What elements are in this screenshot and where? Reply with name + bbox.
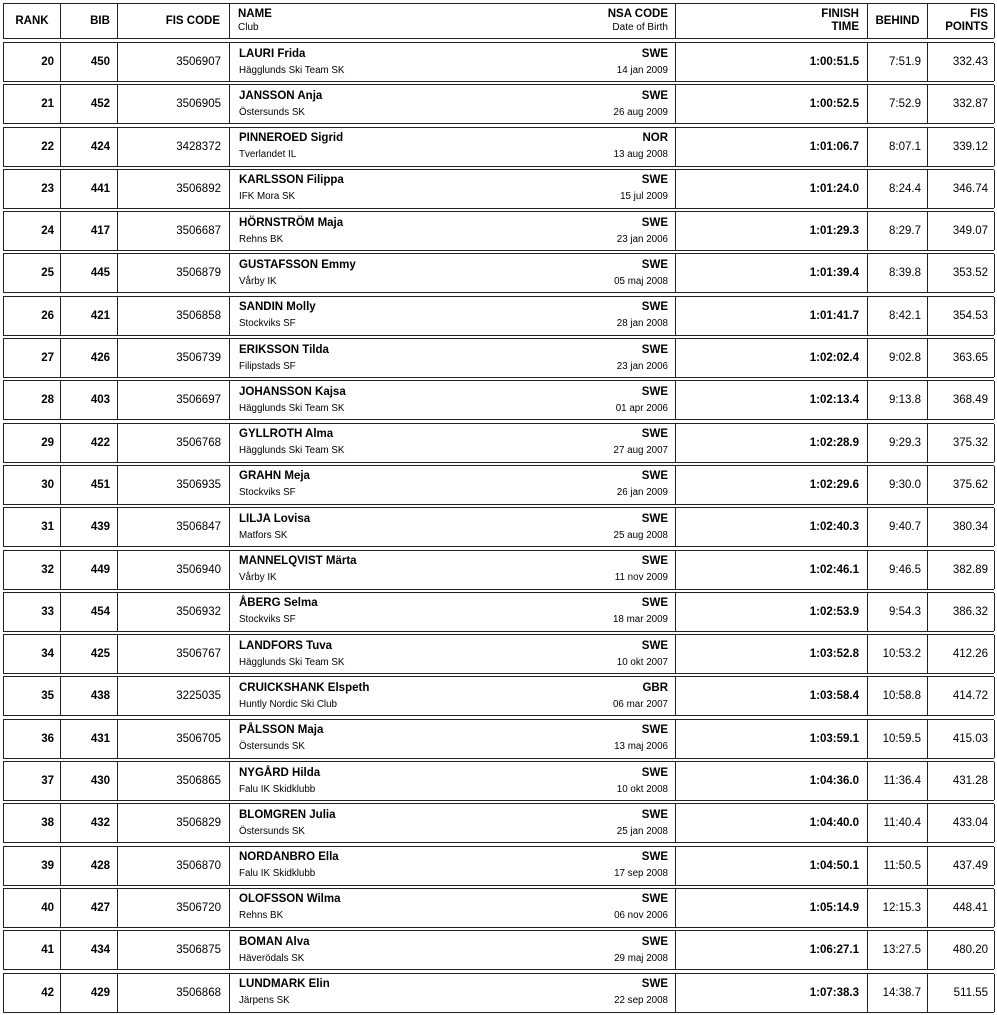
behind-cell: 11:36.4: [868, 762, 928, 800]
name-cell: [230, 128, 676, 166]
name-cell: [230, 339, 676, 377]
fis-code-cell: 3506905: [118, 85, 230, 123]
table-row: [3, 465, 994, 505]
date-of-birth: 26 jan 2009: [616, 487, 668, 499]
nsa-code: SWE: [641, 512, 668, 525]
finish-time-cell: 1:03:58.4: [676, 677, 868, 715]
fis-points-cell: 354.53: [928, 297, 995, 335]
rank-cell: 42: [4, 974, 61, 1012]
header-fis-code-label: FIS CODE: [165, 14, 220, 27]
fis-code-cell: 3506767: [118, 635, 230, 673]
name-cell: [230, 424, 676, 462]
date-of-birth: 26 aug 2009: [613, 106, 668, 118]
behind-cell: 9:29.3: [868, 424, 928, 462]
behind-cell: 11:50.5: [868, 847, 928, 885]
fis-code-cell: 3506697: [118, 381, 230, 419]
club-name: Huntly Nordic Ski Club: [239, 698, 338, 710]
rank-cell: 23: [4, 170, 61, 208]
club-name: Hägglunds Ski Team SK: [239, 402, 345, 414]
club-name: Falu IK Skidklubb: [239, 868, 316, 880]
header-finish-label: FINISH: [821, 8, 859, 20]
table-row: [3, 211, 994, 251]
fis-code-cell: 3506829: [118, 804, 230, 842]
header-name-label: NAME: [238, 8, 272, 20]
name-cell: [230, 212, 676, 250]
date-of-birth: 23 jan 2006: [616, 233, 668, 245]
date-of-birth: 25 aug 2008: [613, 529, 668, 541]
fis-points-cell: 412.26: [928, 635, 995, 673]
rank-cell: 26: [4, 297, 61, 335]
nsa-code: SWE: [641, 639, 668, 652]
table-row: [3, 380, 994, 420]
nsa-code: SWE: [641, 597, 668, 610]
name-cell: [230, 635, 676, 673]
table-row: [3, 42, 994, 82]
bib-cell: 427: [61, 889, 118, 927]
table-row: [3, 550, 994, 590]
club-name: Häverödals SK: [239, 952, 305, 964]
fis-points-cell: 346.74: [928, 170, 995, 208]
finish-time-cell: 1:02:28.9: [676, 424, 868, 462]
table-row: [3, 127, 994, 167]
fis-code-cell: 3506847: [118, 508, 230, 546]
date-of-birth: 05 maj 2008: [614, 275, 668, 287]
rank-cell: 37: [4, 762, 61, 800]
athlete-name: LILJA Lovisa: [239, 512, 311, 525]
bib-cell: 445: [61, 254, 118, 292]
table-row: [3, 592, 994, 632]
finish-time-cell: 1:05:14.9: [676, 889, 868, 927]
club-name: Stockviks SF: [239, 487, 296, 499]
fis-code-cell: 3506940: [118, 551, 230, 589]
header-time-label: TIME: [831, 21, 859, 33]
athlete-name: BOMAN Alva: [239, 935, 310, 948]
nsa-code: SWE: [641, 428, 668, 441]
fis-code-cell: 3506705: [118, 720, 230, 758]
table-row: [3, 676, 994, 716]
behind-cell: 11:40.4: [868, 804, 928, 842]
date-of-birth: 17 sep 2008: [614, 868, 668, 880]
behind-cell: 13:27.5: [868, 931, 928, 969]
behind-cell: 10:58.8: [868, 677, 928, 715]
behind-cell: 10:59.5: [868, 720, 928, 758]
rank-cell: 22: [4, 128, 61, 166]
fis-points-cell: 386.32: [928, 593, 995, 631]
finish-time-cell: 1:02:40.3: [676, 508, 868, 546]
fis-points-cell: 382.89: [928, 551, 995, 589]
table-body: [3, 42, 994, 1013]
athlete-name: CRUICKSHANK Elspeth: [239, 681, 370, 694]
header-nsa-code-label: NSA CODE: [607, 8, 668, 20]
nsa-code: SWE: [641, 385, 668, 398]
name-cell: [230, 677, 676, 715]
finish-time-cell: 1:01:29.3: [676, 212, 868, 250]
name-cell: [230, 847, 676, 885]
rank-cell: 27: [4, 339, 61, 377]
date-of-birth: 18 mar 2009: [612, 614, 668, 626]
rank-cell: 35: [4, 677, 61, 715]
fis-points-cell: 433.04: [928, 804, 995, 842]
fis-code-cell: 3506935: [118, 466, 230, 504]
name-cell: [230, 43, 676, 81]
nsa-code: SWE: [641, 301, 668, 314]
table-row: [3, 719, 994, 759]
fis-code-cell: 3506879: [118, 254, 230, 292]
bib-cell: 430: [61, 762, 118, 800]
behind-cell: 9:40.7: [868, 508, 928, 546]
name-cell: [230, 170, 676, 208]
header-bib: [61, 4, 118, 38]
club-name: Östersunds SK: [239, 106, 305, 118]
name-cell: [230, 254, 676, 292]
athlete-name: PINNEROED Sigrid: [239, 132, 344, 145]
club-name: Stockviks SF: [239, 614, 296, 626]
rank-cell: 34: [4, 635, 61, 673]
finish-time-cell: 1:04:40.0: [676, 804, 868, 842]
nsa-code: SWE: [641, 555, 668, 568]
club-name: Östersunds SK: [239, 825, 305, 837]
nsa-code: GBR: [642, 681, 668, 694]
bib-cell: 428: [61, 847, 118, 885]
nsa-code: SWE: [641, 808, 668, 821]
table-row: [3, 169, 994, 209]
fis-code-cell: 3506868: [118, 974, 230, 1012]
rank-cell: 39: [4, 847, 61, 885]
header-bib-label: BIB: [90, 14, 110, 27]
fis-code-cell: 3428372: [118, 128, 230, 166]
date-of-birth: 10 okt 2007: [616, 656, 668, 668]
nsa-code: SWE: [641, 343, 668, 356]
fis-points-cell: 431.28: [928, 762, 995, 800]
date-of-birth: 13 aug 2008: [613, 149, 668, 161]
fis-code-cell: 3506892: [118, 170, 230, 208]
name-cell: [230, 85, 676, 123]
header-club-label: Club: [238, 22, 259, 33]
table-row: [3, 973, 994, 1013]
header-fis-points: [928, 4, 995, 38]
club-name: Rehns BK: [239, 910, 284, 922]
header-dob-label: Date of Birth: [612, 22, 668, 33]
finish-time-cell: 1:03:59.1: [676, 720, 868, 758]
bib-cell: 452: [61, 85, 118, 123]
fis-points-cell: 368.49: [928, 381, 995, 419]
date-of-birth: 27 aug 2007: [613, 445, 668, 457]
table-row: [3, 84, 994, 124]
header-name: [230, 4, 676, 38]
rank-cell: 31: [4, 508, 61, 546]
bib-cell: 424: [61, 128, 118, 166]
club-name: Östersunds SK: [239, 741, 305, 753]
athlete-name: JANSSON Anja: [239, 89, 323, 102]
table-row: [3, 803, 994, 843]
rank-cell: 36: [4, 720, 61, 758]
bib-cell: 432: [61, 804, 118, 842]
fis-points-cell: 363.65: [928, 339, 995, 377]
date-of-birth: 29 maj 2008: [614, 952, 668, 964]
bib-cell: 441: [61, 170, 118, 208]
rank-cell: 24: [4, 212, 61, 250]
bib-cell: 429: [61, 974, 118, 1012]
header-fis-code: [118, 4, 230, 38]
nsa-code: SWE: [641, 89, 668, 102]
nsa-code: SWE: [641, 766, 668, 779]
finish-time-cell: 1:02:02.4: [676, 339, 868, 377]
finish-time-cell: 1:01:41.7: [676, 297, 868, 335]
club-name: Filipstads SF: [239, 360, 296, 372]
club-name: Hägglunds Ski Team SK: [239, 64, 345, 76]
athlete-name: PÅLSSON Maja: [239, 724, 324, 737]
name-cell: [230, 508, 676, 546]
nsa-code: NOR: [642, 132, 668, 145]
club-name: Vårby IK: [239, 572, 277, 584]
behind-cell: 10:53.2: [868, 635, 928, 673]
name-cell: [230, 720, 676, 758]
rank-cell: 40: [4, 889, 61, 927]
date-of-birth: 11 nov 2009: [614, 572, 668, 584]
athlete-name: KARLSSON Filippa: [239, 174, 344, 187]
header-fis-label: FIS: [970, 8, 988, 20]
club-name: Falu IK Skidklubb: [239, 783, 316, 795]
fis-code-cell: 3506865: [118, 762, 230, 800]
table-row: [3, 507, 994, 547]
athlete-name: HÖRNSTRÖM Maja: [239, 216, 344, 229]
athlete-name: ÅBERG Selma: [239, 597, 318, 610]
bib-cell: 450: [61, 43, 118, 81]
finish-time-cell: 1:02:46.1: [676, 551, 868, 589]
bib-cell: 449: [61, 551, 118, 589]
fis-points-cell: 448.41: [928, 889, 995, 927]
date-of-birth: 23 jan 2006: [616, 360, 668, 372]
bib-cell: 426: [61, 339, 118, 377]
bib-cell: 417: [61, 212, 118, 250]
nsa-code: SWE: [641, 724, 668, 737]
fis-points-cell: 415.03: [928, 720, 995, 758]
date-of-birth: 06 nov 2006: [614, 910, 668, 922]
table-row: [3, 846, 994, 886]
results-table: [3, 3, 994, 1015]
name-cell: [230, 762, 676, 800]
athlete-name: SANDIN Molly: [239, 301, 316, 314]
date-of-birth: 14 jan 2009: [616, 64, 668, 76]
fis-points-cell: 353.52: [928, 254, 995, 292]
athlete-name: LANDFORS Tuva: [239, 639, 333, 652]
header-rank-label: RANK: [15, 14, 49, 27]
name-cell: [230, 804, 676, 842]
table-row: [3, 296, 994, 336]
table-row: [3, 888, 994, 928]
behind-cell: 8:42.1: [868, 297, 928, 335]
date-of-birth: 25 jan 2008: [616, 825, 668, 837]
club-name: Tverlandet IL: [239, 149, 297, 161]
fis-points-cell: 332.43: [928, 43, 995, 81]
athlete-name: GYLLROTH Alma: [239, 428, 334, 441]
name-cell: [230, 381, 676, 419]
fis-points-cell: 349.07: [928, 212, 995, 250]
header-points-label: POINTS: [945, 21, 988, 33]
fis-points-cell: 414.72: [928, 677, 995, 715]
finish-time-cell: 1:01:24.0: [676, 170, 868, 208]
behind-cell: 8:07.1: [868, 128, 928, 166]
bib-cell: 403: [61, 381, 118, 419]
table-header: [3, 3, 994, 39]
table-row: [3, 634, 994, 674]
athlete-name: JOHANSSON Kajsa: [239, 385, 346, 398]
name-cell: [230, 974, 676, 1012]
bib-cell: 451: [61, 466, 118, 504]
bib-cell: 434: [61, 931, 118, 969]
rank-cell: 30: [4, 466, 61, 504]
athlete-name: NYGÅRD Hilda: [239, 766, 321, 779]
date-of-birth: 28 jan 2008: [616, 318, 668, 330]
behind-cell: 9:46.5: [868, 551, 928, 589]
table-row: [3, 423, 994, 463]
athlete-name: GUSTAFSSON Emmy: [239, 258, 356, 271]
date-of-birth: 10 okt 2008: [616, 783, 668, 795]
fis-code-cell: 3506907: [118, 43, 230, 81]
rank-cell: 28: [4, 381, 61, 419]
behind-cell: 9:13.8: [868, 381, 928, 419]
finish-time-cell: 1:02:29.6: [676, 466, 868, 504]
date-of-birth: 06 mar 2007: [612, 698, 668, 710]
nsa-code: SWE: [641, 47, 668, 60]
table-row: [3, 761, 994, 801]
fis-code-cell: 3506720: [118, 889, 230, 927]
name-cell: [230, 551, 676, 589]
fis-points-cell: 339.12: [928, 128, 995, 166]
fis-code-cell: 3506768: [118, 424, 230, 462]
bib-cell: 422: [61, 424, 118, 462]
finish-time-cell: 1:01:39.4: [676, 254, 868, 292]
finish-time-cell: 1:01:06.7: [676, 128, 868, 166]
athlete-name: MANNELQVIST Märta: [239, 555, 357, 568]
table-row: [3, 930, 994, 970]
finish-time-cell: 1:04:50.1: [676, 847, 868, 885]
fis-points-cell: 375.62: [928, 466, 995, 504]
club-name: Rehns BK: [239, 233, 284, 245]
finish-time-cell: 1:02:13.4: [676, 381, 868, 419]
name-cell: [230, 889, 676, 927]
behind-cell: 9:02.8: [868, 339, 928, 377]
finish-time-cell: 1:03:52.8: [676, 635, 868, 673]
athlete-name: GRAHN Meja: [239, 470, 310, 483]
finish-time-cell: 1:06:27.1: [676, 931, 868, 969]
fis-points-cell: 437.49: [928, 847, 995, 885]
club-name: Matfors SK: [239, 529, 288, 541]
fis-code-cell: 3506687: [118, 212, 230, 250]
nsa-code: SWE: [641, 893, 668, 906]
behind-cell: 14:38.7: [868, 974, 928, 1012]
header-behind: [868, 4, 928, 38]
table-row: [3, 338, 994, 378]
club-name: Järpens SK: [239, 995, 290, 1007]
date-of-birth: 15 jul 2009: [620, 191, 668, 203]
behind-cell: 7:52.9: [868, 85, 928, 123]
behind-cell: 7:51.9: [868, 43, 928, 81]
athlete-name: LAURI Frida: [239, 47, 306, 60]
rank-cell: 20: [4, 43, 61, 81]
name-cell: [230, 466, 676, 504]
athlete-name: ERIKSSON Tilda: [239, 343, 329, 356]
fis-points-cell: 380.34: [928, 508, 995, 546]
fis-code-cell: 3506870: [118, 847, 230, 885]
finish-time-cell: 1:00:51.5: [676, 43, 868, 81]
club-name: Hägglunds Ski Team SK: [239, 445, 345, 457]
fis-code-cell: 3506875: [118, 931, 230, 969]
club-name: Vårby IK: [239, 275, 277, 287]
behind-cell: 8:24.4: [868, 170, 928, 208]
nsa-code: SWE: [641, 174, 668, 187]
fis-points-cell: 332.87: [928, 85, 995, 123]
bib-cell: 438: [61, 677, 118, 715]
header-finish-time: [676, 4, 868, 38]
nsa-code: SWE: [641, 935, 668, 948]
header-rank: [4, 4, 61, 38]
name-cell: [230, 593, 676, 631]
rank-cell: 33: [4, 593, 61, 631]
date-of-birth: 22 sep 2008: [614, 995, 668, 1007]
rank-cell: 32: [4, 551, 61, 589]
fis-code-cell: 3506739: [118, 339, 230, 377]
name-cell: [230, 931, 676, 969]
nsa-code: SWE: [641, 978, 668, 991]
table-row: [3, 253, 994, 293]
athlete-name: OLOFSSON Wilma: [239, 893, 341, 906]
rank-cell: 25: [4, 254, 61, 292]
behind-cell: 9:30.0: [868, 466, 928, 504]
date-of-birth: 01 apr 2006: [615, 402, 668, 414]
behind-cell: 8:39.8: [868, 254, 928, 292]
nsa-code: SWE: [641, 851, 668, 864]
finish-time-cell: 1:04:36.0: [676, 762, 868, 800]
rank-cell: 29: [4, 424, 61, 462]
bib-cell: 439: [61, 508, 118, 546]
fis-points-cell: 511.55: [928, 974, 995, 1012]
bib-cell: 454: [61, 593, 118, 631]
behind-cell: 8:29.7: [868, 212, 928, 250]
fis-points-cell: 375.32: [928, 424, 995, 462]
rank-cell: 21: [4, 85, 61, 123]
club-name: IFK Mora SK: [239, 191, 296, 203]
fis-code-cell: 3225035: [118, 677, 230, 715]
fis-code-cell: 3506858: [118, 297, 230, 335]
finish-time-cell: 1:07:38.3: [676, 974, 868, 1012]
nsa-code: SWE: [641, 258, 668, 271]
nsa-code: SWE: [641, 470, 668, 483]
rank-cell: 38: [4, 804, 61, 842]
club-name: Hägglunds Ski Team SK: [239, 656, 345, 668]
fis-points-cell: 480.20: [928, 931, 995, 969]
nsa-code: SWE: [641, 216, 668, 229]
name-cell: [230, 297, 676, 335]
bib-cell: 431: [61, 720, 118, 758]
date-of-birth: 13 maj 2006: [614, 741, 668, 753]
finish-time-cell: 1:00:52.5: [676, 85, 868, 123]
athlete-name: NORDANBRO Ella: [239, 851, 339, 864]
bib-cell: 425: [61, 635, 118, 673]
behind-cell: 12:15.3: [868, 889, 928, 927]
rank-cell: 41: [4, 931, 61, 969]
bib-cell: 421: [61, 297, 118, 335]
behind-cell: 9:54.3: [868, 593, 928, 631]
club-name: Stockviks SF: [239, 318, 296, 330]
athlete-name: BLOMGREN Julia: [239, 808, 336, 821]
athlete-name: LUNDMARK Elin: [239, 978, 330, 991]
finish-time-cell: 1:02:53.9: [676, 593, 868, 631]
fis-code-cell: 3506932: [118, 593, 230, 631]
header-behind-label: BEHIND: [875, 14, 920, 27]
